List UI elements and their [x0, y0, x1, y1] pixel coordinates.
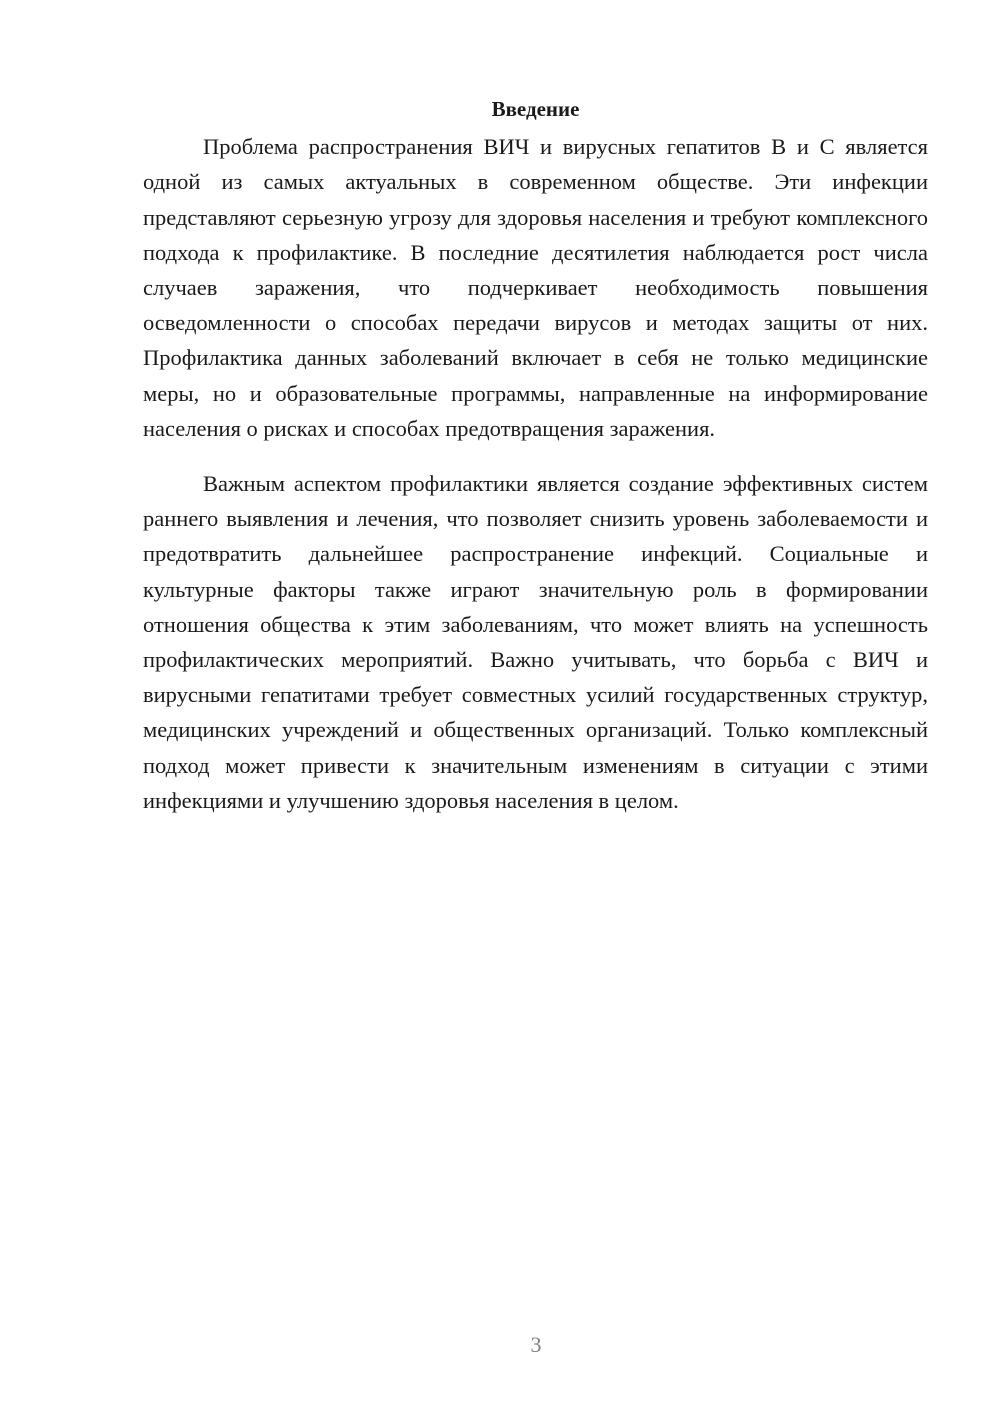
document-body — [143, 92, 928, 818]
paragraph-aspects: Важным аспектом профилактики является создание эффективных систем раннего выявления и лечения, что позволяет снизить уровень заболеваемости и предотвратить дальнейшее распространение инфекций. Социальные и культурные факторы также играют значительную роль в формировании отношения общества к этим заболеваниям, что может влиять на успешность профилактических мероприятий. Важно учитывать, что борьба с ВИЧ и вирусными гепатитами требует совместных усилий государственных структур, медицинских учреждений и общественных организаций. Только комплексный подход может привести к значительным изменениям в ситуации с этими инфекциями и улучшению здоровья населения в целом. — [143, 471, 928, 813]
paragraph-intro: Проблема распространения ВИЧ и вирусных гепатитов В и С является одной из самых актуальных в современном обществе. Эти инфекции представляют серьезную угрозу для здоровья населения и требуют комплексного подхода к профилактике. В последние десятилетия наблюдается рост числа случаев заражения, что подчеркивает необходимость повышения осведомленности о способах передачи вирусов и методах защиты от них. Профилактика данных заболеваний включает в себя не только медицинские меры, но и образовательные программы, направленные на информирование населения о рисках и способах предотвращения заражения. — [143, 134, 928, 441]
page-number: 3 — [530, 1332, 542, 1357]
section-heading: Введение — [491, 97, 580, 121]
